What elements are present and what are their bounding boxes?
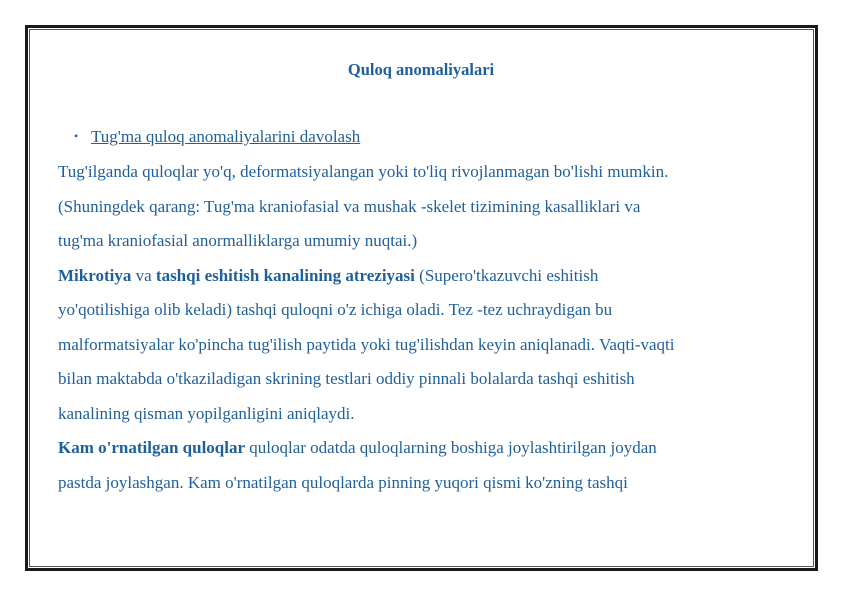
text-line xyxy=(58,293,798,328)
bullet-list-item xyxy=(74,127,360,147)
text-segment: kanalining qisman yopilganligini aniqlaydi. xyxy=(58,403,355,423)
text-segment: tug'ma kraniofasial anormalliklarga umumiy nuqtai.) xyxy=(58,231,418,250)
bold-term: Mikrotiya xyxy=(58,265,132,285)
bold-term: Kam o'rnatilgan quloqlar xyxy=(58,438,246,457)
treatment-link[interactable]: Tug'ma quloq anomaliyalarini davolash xyxy=(91,127,361,146)
text-segment: pastda joylashgan. Kam o'rnatilgan quloqlarda pinning yuqori qismi ko'zning tashqi xyxy=(58,472,628,492)
text-line xyxy=(58,155,798,190)
page-title: Quloq anomaliyalari xyxy=(347,60,495,79)
text-line xyxy=(58,397,798,432)
text-segment: (Supero'tkazuvchi eshitish xyxy=(414,265,599,285)
text-line xyxy=(58,190,798,225)
text-line xyxy=(58,466,798,501)
text-segment: (Shuningdek qarang: Tug'ma kraniofasial va mushak -skelet tizimining kasalliklari va xyxy=(58,196,641,216)
text-segment: malformatsiyalar ko'pincha tug'ilish paytida yoki tug'ilishdan keyin aniqlanadi. Vaqti-vaqti xyxy=(58,334,675,354)
text-segment: quloqlar odatda quloqlarning boshiga joylashtirilgan joydan xyxy=(245,438,657,457)
text-segment: va xyxy=(131,265,156,285)
text-line xyxy=(58,224,798,259)
text-line xyxy=(58,259,798,294)
text-line xyxy=(58,362,798,397)
body-text xyxy=(58,155,798,500)
text-segment: bilan maktabda o'tkaziladigan skrining testlari oddiy pinnali bolalarda tashqi eshitish xyxy=(58,369,635,388)
bold-term: tashqi eshitish kanalining atreziyasi xyxy=(155,265,415,285)
text-segment: Tug'ilganda quloqlar yo'q, deformatsiyalangan yoki to'liq rivojlanmagan bo'lishi mumkin. xyxy=(58,162,669,181)
text-segment: yo'qotilishiga olib keladi) tashqi quloqni o'z ichiga oladi. Tez -tez uchraydigan bu xyxy=(58,300,613,319)
text-line xyxy=(58,431,798,466)
bullet-icon: • xyxy=(74,129,79,143)
text-line xyxy=(58,328,798,363)
